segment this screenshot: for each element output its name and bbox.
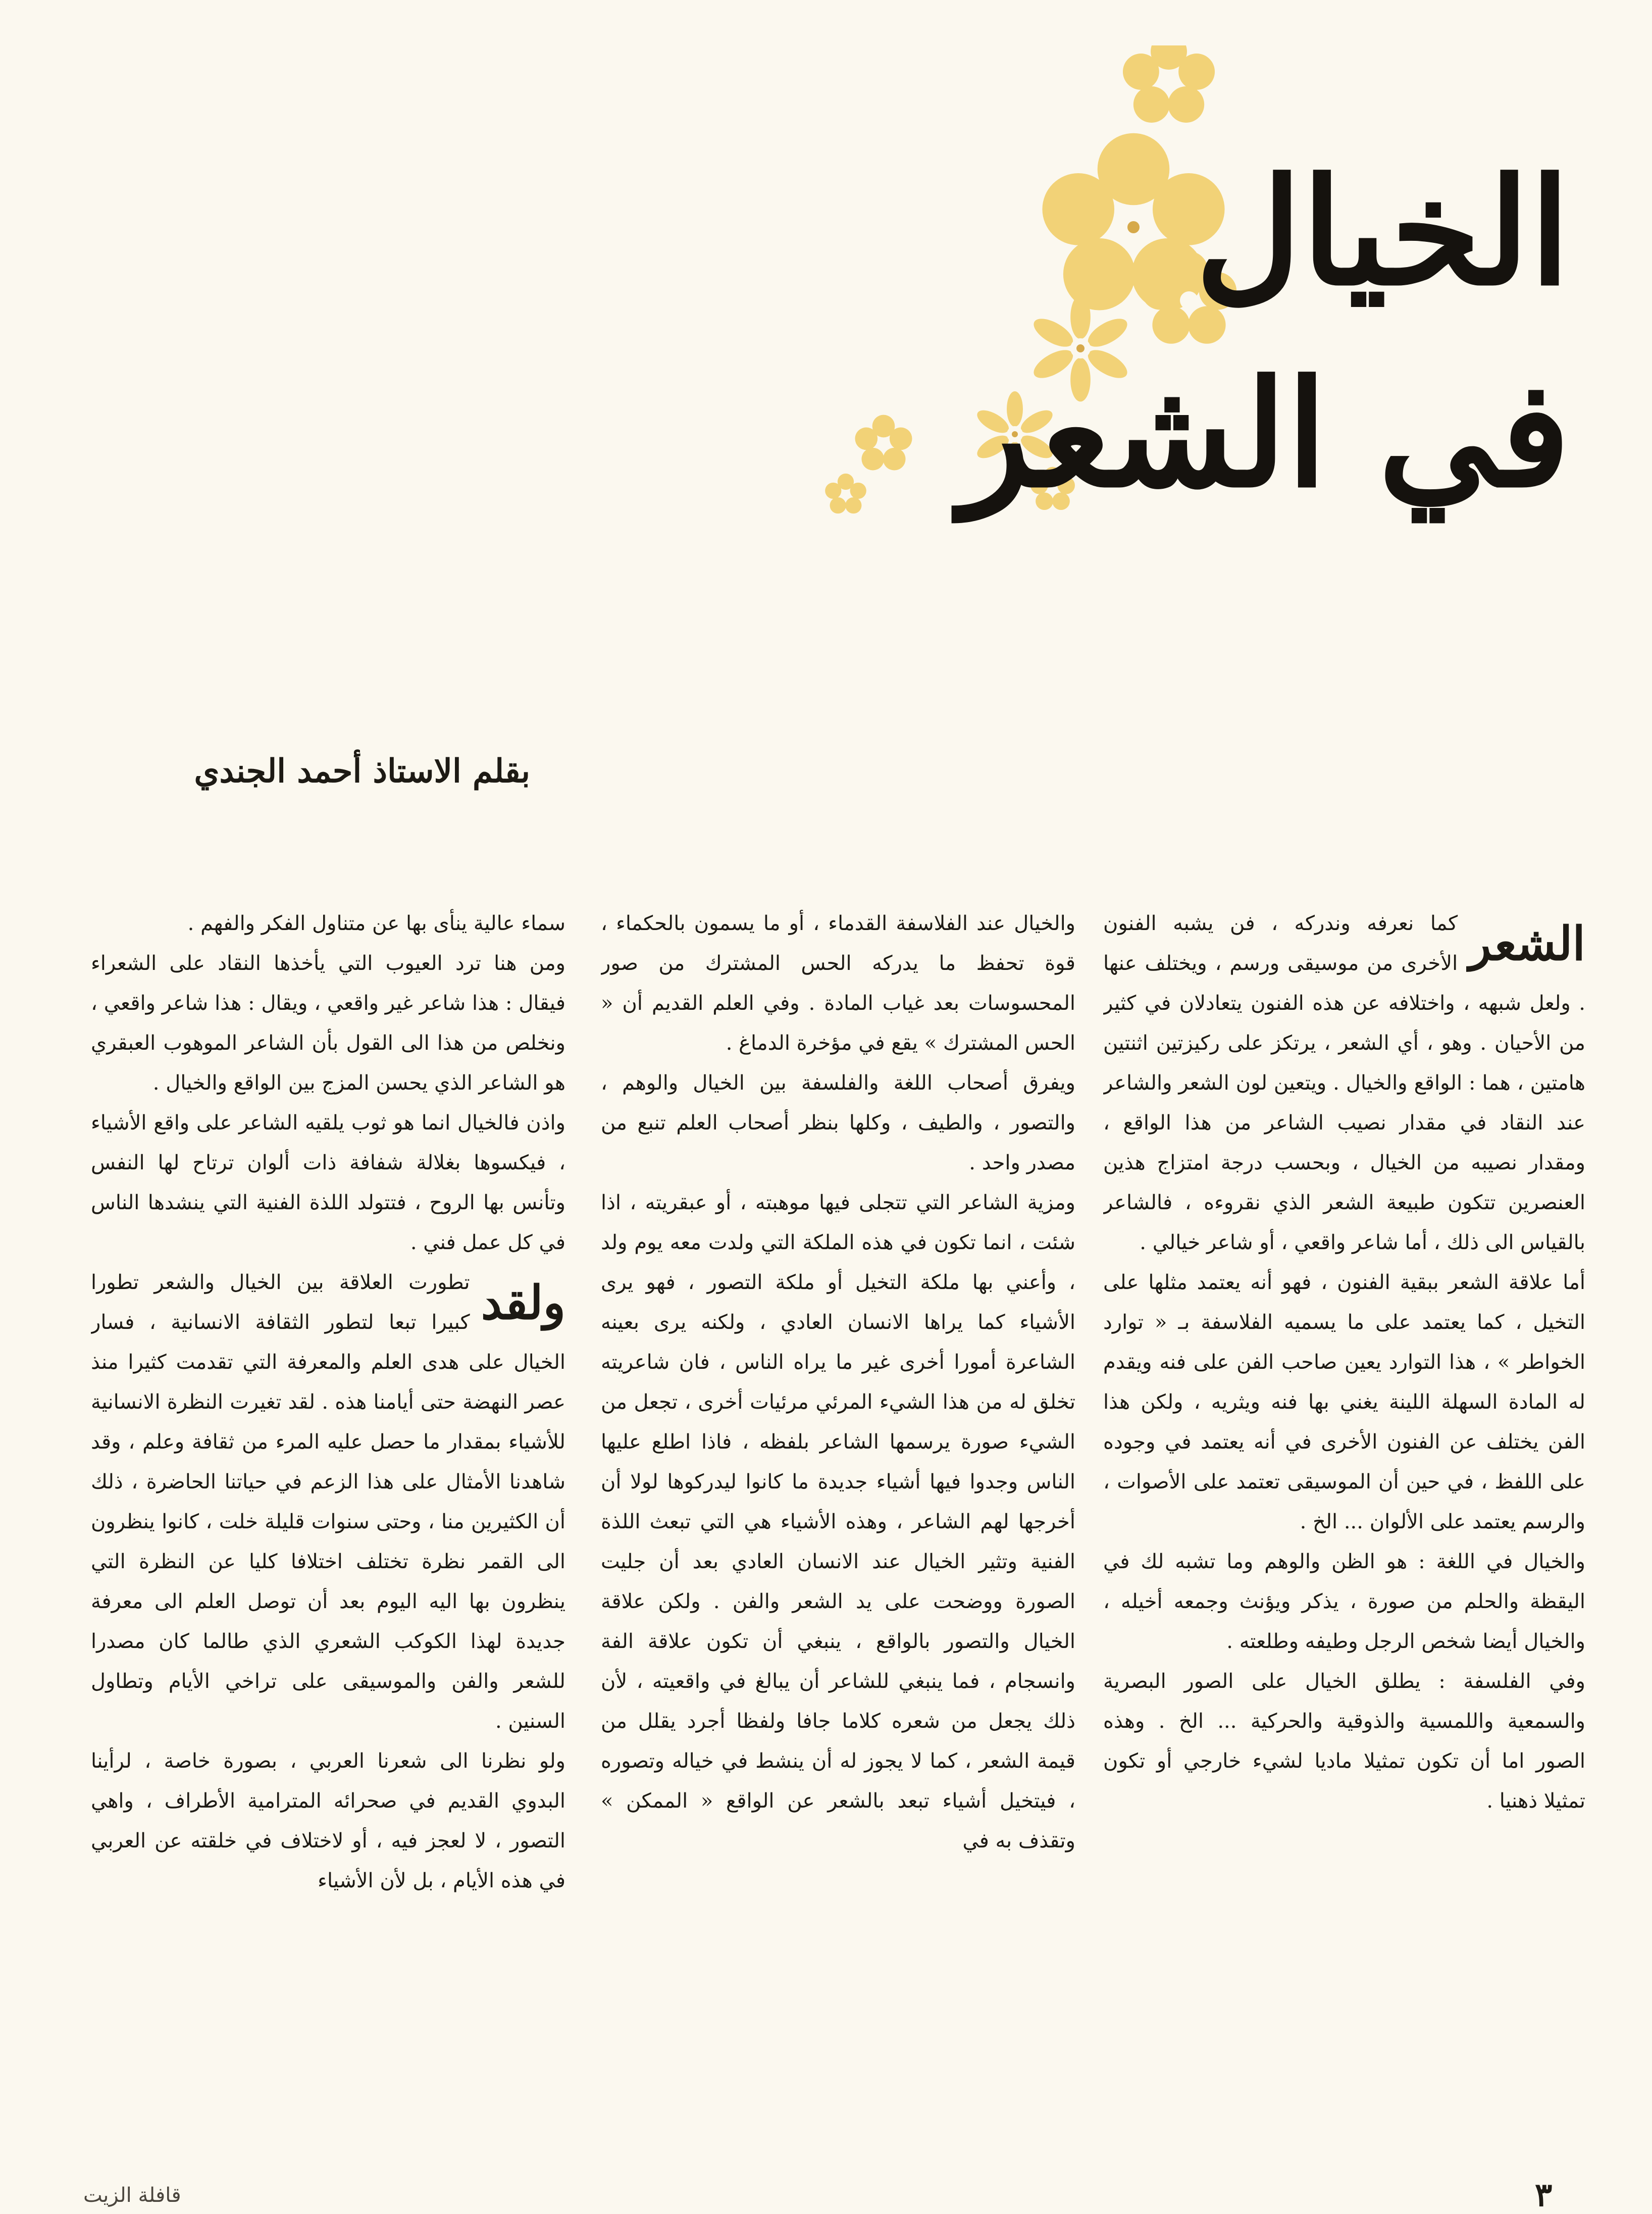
paragraph: ويفرق أصحاب اللغة والفلسفة بين الخيال والوهم ، والتصور ، والطيف ، وكلها بنظر أصحاب العلم تنبع من مصدر واحد . (601, 1071, 1075, 1174)
paragraph: والخيال في اللغة : هو الظن والوهم وما تشبه لك في اليقظة والحلم من صورة ، يذكر ويؤنث وجمعه أخيله ، والخيال أيضا شخص الرجل وطيفه وطلعته . (1103, 1550, 1585, 1653)
paragraph: واذن فالخيال انما هو ثوب يلقيه الشاعر على واقع الأشياء ، فيكسوها بغلالة شفافة ذات ألوان ترتاح لها النفس وتأنس بها الروح ، فتتولد اللذة الفنية التي ينشدها الناس في كل عمل فني . (91, 1111, 565, 1254)
paragraph: أما علاقة الشعر ببقية الفنون ، فهو أنه يعتمد مثلها على التخيل ، كما يعتمد على ما يسميه الفلاسفة بـ « توارد الخواطر » ، هذا التوارد يعين صاحب الفن على فنه ويقدم له المادة السهلة اللينة يغني بها فنه ويثريه ، ولكن هذا الفن يختلف عن الفنون الأخرى في أنه يعتمد في وجوده على اللفظ ، في حين أن الموسيقى تعتمد على الأصوات ، والرسم يعتمد على الألوان ... الخ . (1103, 1271, 1585, 1533)
text-column-2 (601, 904, 1075, 2146)
drop-word-2: ولقد (481, 1275, 565, 1330)
magazine-name: قافلة الزيت (83, 2184, 181, 2207)
drop-word-1: الشعر (1469, 916, 1585, 971)
paragraph: ولو نظرنا الى شعرنا العربي ، بصورة خاصة ، لرأينا البدوي القديم في صحرائه المترامية الأطراف ، واهي التصور ، لا لعجز فيه ، أو لاختلاف في خلقته عن العربي في هذه الأيام ، بل لأن الأشياء (91, 1749, 565, 1892)
paragraph: ومن هنا ترد العيوب التي يأخذها النقاد على الشعراء فيقال : هذا شاعر غير واقعي ، ويقال : هذا شاعر واقعي ، ونخلص من هذا الى القول بأن الشاعر الموهوب العبقري هو الشاعر الذي يحسن المزج بين الواقع والخيال . (91, 952, 565, 1095)
paragraph: تطورت العلاقة بين الخيال والشعر تطورا كبيرا تبعا لتطور الثقافة الانسانية ، فسار الخيال على هدى العلم والمعرفة التي تقدمت كثيرا منذ عصر النهضة حتى أيامنا هذه . لقد تغيرت النظرة الانسانية للأشياء بمقدار ما حصل عليه المرء من ثقافة وعلم ، وقد شاهدنا الأمثال على هذا الزعم في حياتنا الحاضرة ، ذلك أن الكثيرين منا ، وحتى سنوات قليلة خلت ، كانوا ينظرون الى القمر نظرة تختلف اختلافا كليا عن النظرة التي ينظرون بها اليه اليوم بعد أن توصل العلم الى معرفة جديدة لهذا الكوكب الشعري الذي طالما كان مصدرا للشعر والفن والموسيقى على تراخي الأيام وتطاول السنين . (91, 1271, 565, 1733)
paragraph: ومزية الشاعر التي تتجلى فيها موهبته ، أو عبقريته ، اذا شئت ، انما تكون في هذه الملكة التي ولدت معه يوم ولد ، وأعني بها ملكة التخيل أو ملكة التصور ، فهو يرى الأشياء كما يراها الانسان العادي ، ولكنه يرى بعينه الشاعرة أمورا أخرى غير ما يراه الناس ، فان شاعريته تخلق له من هذا الشيء المرئي مرئيات أخرى ، تجعل من الشيء صورة يرسمها الشاعر بلفظه ، فاذا اطلع عليها الناس وجدوا فيها أشياء جديدة ما كانوا ليدركوها لولا أن أخرجها لهم الشاعر ، وهذه الأشياء هي التي تبعث اللذة الفنية وتثير الخيال عند الانسان العادي بعد أن جليت الصورة ووضحت على يد الشعر والفن . ولكن علاقة الخيال والتصور بالواقع ، ينبغي أن تكون علاقة الفة وانسجام ، فما ينبغي للشاعر أن يبالغ في واقعيته ، لأن ذلك يجعل من شعره كلاما جافا ولفظا أجرد يقلل من قيمة الشعر ، كما لا يجوز له أن ينشط في خياله وتصوره ، فيتخيل أشياء تبعد بالشعر عن الواقع « الممكن » وتقذف به في (601, 1191, 1075, 1852)
text-column-1 (1103, 904, 1585, 2146)
article-title-line-1: الخيال (1195, 146, 1570, 318)
text-column-3 (91, 904, 565, 2146)
author-byline: بقلم الاستاذ أحمد الجندي (194, 752, 530, 790)
paragraph: سماء عالية ينأى بها عن متناول الفكر والفهم . (187, 912, 565, 935)
page-number: ٣ (1535, 2176, 1553, 2214)
paragraph: كما نعرفه وندركه ، فن يشبه الفنون الأخرى من موسيقى ورسم ، ويختلف عنها . ولعل شبهه ، واختلافه عن هذه الفنون يتعادلان في كثير من الأحيان . وهو ، أي الشعر ، يرتكز على ركيزتين اثنتين هامتين ، هما : الواقع والخيال . ويتعين لون الشعر والشاعر عند النقاد في مقدار نصيب الشاعر من هذا الواقع ، ومقدار نصيبه من الخيال ، وبحسب درجة امتزاج هذين العنصرين تتكون طبيعة الشعر الذي نقروءه ، فالشاعر بالقياس الى ذلك ، أما شاعر واقعي ، أو شاعر خيالي . (1103, 912, 1585, 1254)
title-block (757, 45, 1590, 581)
article-title-line-2: في الشعر (960, 348, 1570, 520)
paragraph: وفي الفلسفة : يطلق الخيال على الصور البصرية والسمعية واللمسية والذوقية والحركية ... الخ . وهذه الصور اما أن تكون تمثيلا ماديا لشيء خارجي أو تكون تمثيلا ذهنيا . (1103, 1670, 1585, 1813)
paragraph: والخيال عند الفلاسفة القدماء ، أو ما يسمون بالحكماء ، قوة تحفظ ما يدركه الحس المشترك من صور المحسوسات بعد غياب المادة . وفي العلم القديم أن « الحس المشترك » يقع في مؤخرة الدماغ . (601, 912, 1075, 1055)
